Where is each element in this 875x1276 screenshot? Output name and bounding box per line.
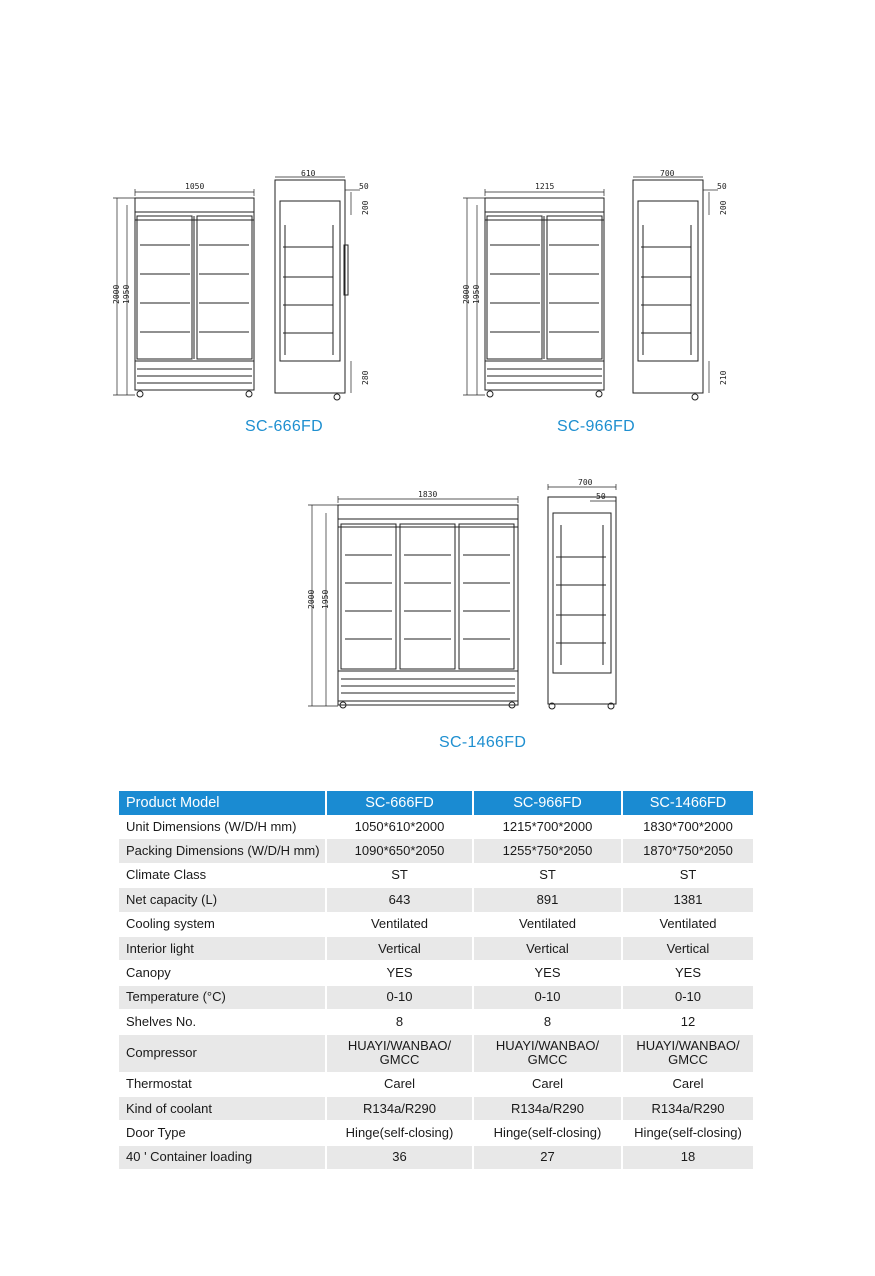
- table-row: [119, 839, 755, 863]
- table-cell: HUAYI/WANBAO/ GMCC: [623, 1035, 755, 1073]
- table-cell: 27: [474, 1146, 623, 1170]
- width-label: 1050: [185, 182, 205, 191]
- height-outer-label: 2000: [462, 284, 471, 304]
- row-label: Thermostat: [119, 1073, 327, 1097]
- table-row: [119, 937, 755, 961]
- table-cell: Hinge(self-closing): [623, 1121, 755, 1145]
- table-cell: 1830*700*2000: [623, 815, 755, 839]
- top-offset-label: 50: [717, 182, 727, 191]
- side-view: [275, 180, 348, 400]
- table-cell: 18: [623, 1146, 755, 1170]
- table-cell: Hinge(self-closing): [474, 1121, 623, 1145]
- table-row: [119, 864, 755, 888]
- header-model-1: SC-666FD: [327, 791, 474, 815]
- table-cell: 1870*750*2050: [623, 839, 755, 863]
- header-model-3: SC-1466FD: [623, 791, 755, 815]
- row-label: Kind of coolant: [119, 1097, 327, 1121]
- header-product-model: Product Model: [119, 791, 327, 815]
- table-row: [119, 1097, 755, 1121]
- drawing-sc-966fd: [455, 165, 735, 410]
- table-cell: 0-10: [327, 986, 474, 1010]
- table-row: [119, 1146, 755, 1170]
- table-cell: 0-10: [474, 986, 623, 1010]
- header-model-2: SC-966FD: [474, 791, 623, 815]
- base-label: 280: [361, 370, 370, 385]
- table-cell: R134a/R290: [474, 1097, 623, 1121]
- base-label: 210: [719, 370, 728, 385]
- row-label: Temperature (°C): [119, 986, 327, 1010]
- side-view: [548, 497, 616, 709]
- canopy-label: 200: [719, 200, 728, 215]
- row-label: Packing Dimensions (W/D/H mm): [119, 839, 327, 863]
- table-row: [119, 986, 755, 1010]
- table-cell: 1050*610*2000: [327, 815, 474, 839]
- row-label: 40 ' Container loading: [119, 1146, 327, 1170]
- table-row: [119, 1121, 755, 1145]
- table-cell: Vertical: [623, 937, 755, 961]
- table-cell: R134a/R290: [327, 1097, 474, 1121]
- table-row: [119, 1073, 755, 1097]
- table-cell: Hinge(self-closing): [327, 1121, 474, 1145]
- row-label: Compressor: [119, 1035, 327, 1073]
- table-cell: Ventilated: [474, 913, 623, 937]
- table-row: [119, 961, 755, 985]
- table-cell: YES: [623, 961, 755, 985]
- table-row: [119, 815, 755, 839]
- table-cell: YES: [327, 961, 474, 985]
- table-cell: R134a/R290: [623, 1097, 755, 1121]
- table-cell: Vertical: [474, 937, 623, 961]
- top-offset-label: 50: [359, 182, 369, 191]
- table-cell: 1255*750*2050: [474, 839, 623, 863]
- table-cell: ST: [327, 864, 474, 888]
- row-label: Net capacity (L): [119, 888, 327, 912]
- table-cell: 36: [327, 1146, 474, 1170]
- height-outer-label: 2000: [112, 284, 121, 304]
- table-cell: 8: [474, 1010, 623, 1034]
- table-cell: ST: [474, 864, 623, 888]
- table-row: [119, 1035, 755, 1073]
- table-row: [119, 913, 755, 937]
- row-label: Shelves No.: [119, 1010, 327, 1034]
- row-label: Door Type: [119, 1121, 327, 1145]
- width-label: 1215: [535, 182, 555, 191]
- row-label: Canopy: [119, 961, 327, 985]
- table-cell: 1381: [623, 888, 755, 912]
- table-cell: 891: [474, 888, 623, 912]
- drawing-sc-666fd: [105, 165, 380, 410]
- depth-label: 610: [301, 169, 316, 178]
- front-view: [135, 198, 254, 397]
- table-row: [119, 1010, 755, 1034]
- table-cell: Carel: [474, 1073, 623, 1097]
- row-label: Unit Dimensions (W/D/H mm): [119, 815, 327, 839]
- table-cell: Ventilated: [327, 913, 474, 937]
- row-label: Interior light: [119, 937, 327, 961]
- width-label: 1830: [418, 490, 438, 499]
- table-cell: 1090*650*2050: [327, 839, 474, 863]
- table-row: [119, 888, 755, 912]
- table-cell: Carel: [327, 1073, 474, 1097]
- table-cell: Ventilated: [623, 913, 755, 937]
- depth-label: 700: [578, 478, 593, 487]
- side-view: [633, 180, 703, 400]
- spec-table-body: [119, 815, 755, 1170]
- height-inner-label: 1950: [122, 284, 131, 304]
- table-cell: YES: [474, 961, 623, 985]
- top-offset-label: 50: [596, 492, 606, 501]
- table-cell: ST: [623, 864, 755, 888]
- table-cell: 643: [327, 888, 474, 912]
- row-label: Climate Class: [119, 864, 327, 888]
- row-label: Cooling system: [119, 913, 327, 937]
- table-cell: HUAYI/WANBAO/ GMCC: [474, 1035, 623, 1073]
- canopy-label: 200: [361, 200, 370, 215]
- spec-table: [119, 791, 755, 1170]
- table-cell: 12: [623, 1010, 755, 1034]
- height-inner-label: 1950: [472, 284, 481, 304]
- front-view: [485, 198, 604, 397]
- table-cell: 1215*700*2000: [474, 815, 623, 839]
- model-caption: SC-666FD: [245, 418, 323, 435]
- table-cell: HUAYI/WANBAO/ GMCC: [327, 1035, 474, 1073]
- table-cell: Vertical: [327, 937, 474, 961]
- model-caption: SC-966FD: [557, 418, 635, 435]
- table-header-row: [119, 791, 755, 815]
- height-inner-label: 1950: [321, 589, 330, 609]
- table-cell: Carel: [623, 1073, 755, 1097]
- table-cell: 8: [327, 1010, 474, 1034]
- model-caption: SC-1466FD: [439, 734, 527, 751]
- drawing-sc-1466fd: [300, 475, 630, 715]
- height-outer-label: 2000: [307, 589, 316, 609]
- table-cell: 0-10: [623, 986, 755, 1010]
- depth-label: 700: [660, 169, 675, 178]
- front-view: [338, 505, 518, 708]
